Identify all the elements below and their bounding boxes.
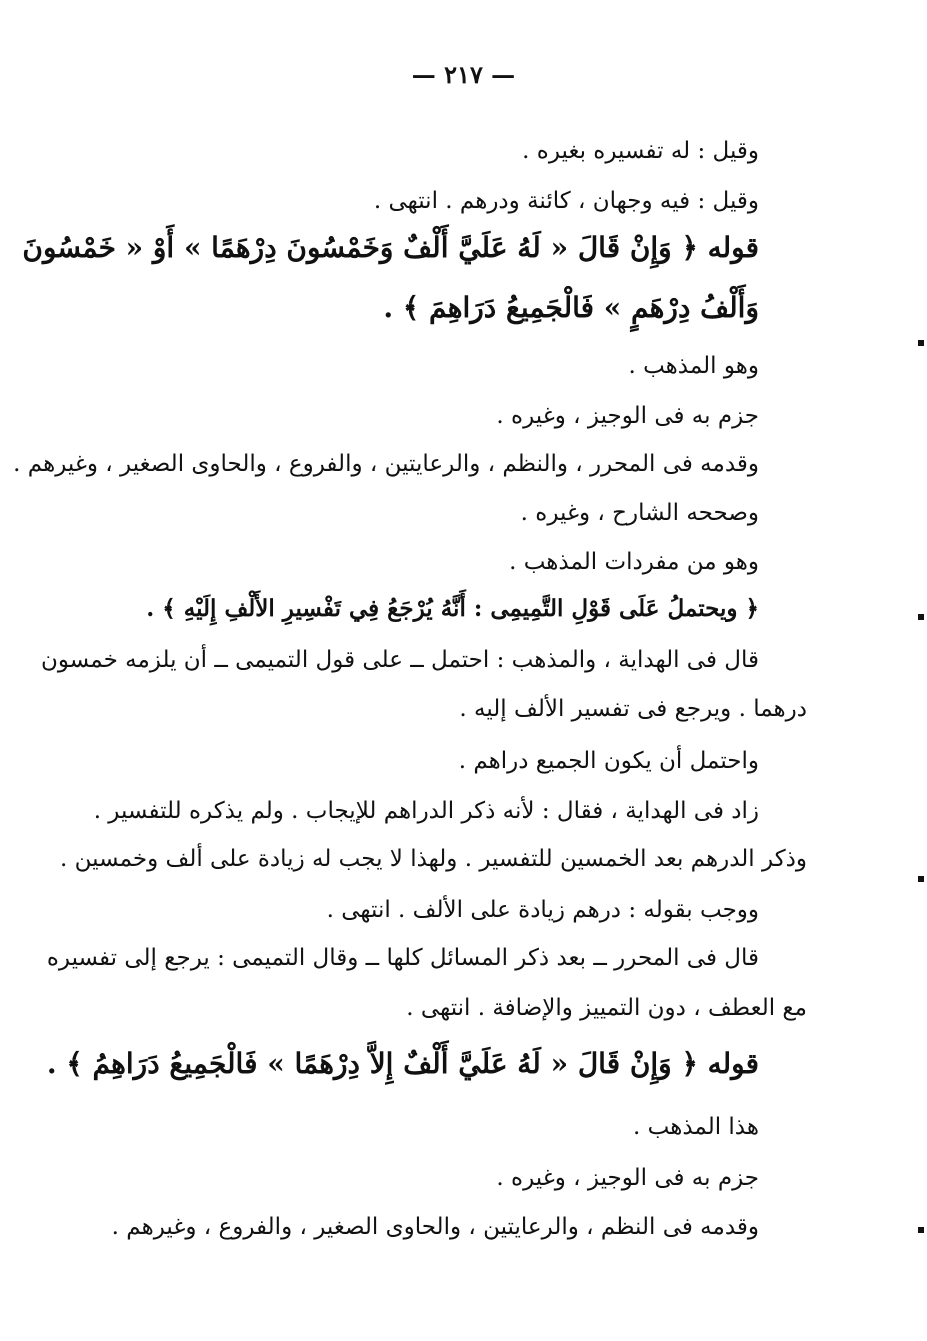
text-line-9: درهما . ويرجع فى تفسير الألف إليه . — [459, 696, 807, 722]
margin-mark — [918, 340, 924, 346]
text-line-7: وهو من مفردات المذهب . — [509, 549, 759, 575]
text-line-15: مع العطف ، دون التمييز والإضافة . انتهى . — [406, 995, 807, 1021]
text-line-3: وهو المذهب . — [628, 353, 759, 379]
text-line-8: قال فى الهداية ، والمذهب : احتمل ــ على قول التميمى ــ أن يلزمه خمسون — [41, 647, 759, 673]
text-line-10: واحتمل أن يكون الجميع دراهم . — [458, 748, 759, 774]
text-line-16: هذا المذهب . — [632, 1114, 759, 1140]
verse-line-4: قوله ﴿ وَإِنْ قَالَ « لَهُ عَلَيَّ أَلْفٌ إِلاَّ دِرْهَمًا » فَالْجَمِيعُ دَرَاهِمُ ﴾ . — [46, 1047, 759, 1080]
text-line-11: زاد فى الهداية ، فقال : لأنه ذكر الدراهم للإيجاب . ولم يذكره للتفسير . — [93, 798, 759, 824]
margin-mark — [918, 614, 924, 620]
text-line-14: قال فى المحرر ــ بعد ذكر المسائل كلها ــ وقال التميمى : يرجع إلى تفسيره — [46, 945, 759, 971]
margin-mark — [918, 1227, 924, 1233]
text-line-6: وصححه الشارح ، وغيره . — [520, 500, 759, 526]
page-number: — ٢١٧ — — [411, 60, 516, 89]
verse-line-2: وَأَلْفُ دِرْهَمٍ » فَالْجَمِيعُ دَرَاهِمَ ﴾ . — [383, 291, 759, 324]
text-line-4: جزم به فى الوجيز ، وغيره . — [496, 403, 759, 429]
text-line-12: وذكر الدرهم بعد الخمسين للتفسير . ولهذا لا يجب له زيادة على ألف وخمسين . — [60, 846, 807, 872]
text-line-18: وقدمه فى النظم ، والرعايتين ، والحاوى الصغير ، والفروع ، وغيرهم . — [111, 1214, 759, 1240]
text-line-1: وقيل : له تفسيره بغيره . — [522, 138, 759, 164]
margin-mark — [918, 876, 924, 882]
text-line-13: ووجب بقوله : درهم زيادة على الألف . انتهى . — [326, 897, 759, 923]
text-line-5: وقدمه فى المحرر ، والنظم ، والرعايتين ، والفروع ، والحاوى الصغير ، وغيرهم . — [13, 451, 759, 477]
verse-line-1: قوله ﴿ وَإِنْ قَالَ « لَهُ عَلَيَّ أَلْفٌ وَخَمْسُونَ دِرْهَمًا » أَوْ « خَمْسُونَ — [22, 231, 759, 264]
verse-line-3: ﴿ ويحتملُ عَلَى قَوْلِ التَّمِيمِى : أَنَّهُ يُرْجَعُ فِي تَفْسِيرِ الأَلْفِ إِلَيْهِ ﴾ . — [146, 595, 759, 622]
text-line-2: وقيل : فيه وجهان ، كائنة ودرهم . انتهى . — [373, 188, 759, 214]
text-line-17: جزم به فى الوجيز ، وغيره . — [496, 1165, 759, 1191]
